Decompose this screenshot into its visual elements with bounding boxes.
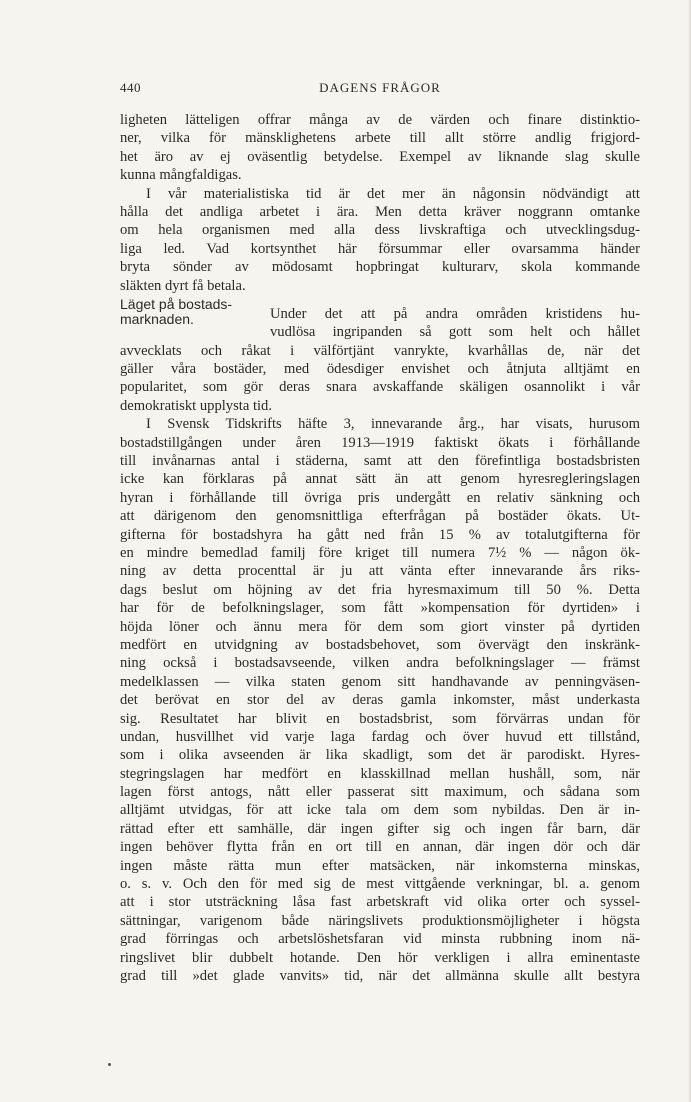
text-line: demokratiskt upplysta tid. — [120, 397, 273, 414]
side-heading-line: Läget på bostads- — [120, 295, 233, 312]
text-line: lagen först antogs, nått eller passerat sitt maximum, och sådana som — [120, 784, 640, 801]
text-line: sättningar, varigenom både näringslivets produktionsmöjligheter i högsta — [120, 912, 640, 929]
text-line: ning också i bostadsavseende, vilken andra befolkningslager — främst — [120, 655, 640, 672]
text-line: alltjämt utvidgas, för att icke tala om dem som nybildas. Den är in- — [120, 802, 640, 819]
text-line: att i stor utsträckning låsa fast arbetskraft vid olika orter och syssel- — [120, 894, 640, 911]
text-line: liga led. Vad kortsynthet här försummar eller ovarsamma händer — [120, 240, 640, 257]
printer-mark — [108, 1063, 111, 1066]
body-text — [120, 111, 640, 985]
text-line: o. s. v. Och den för med sig de mest vittgående verkningar, bl. a. genom — [120, 876, 640, 893]
text-line: höjda löner och ännu mera för dem som giort vinster på dyrtiden — [120, 618, 640, 635]
text-line: grad till »det glade vanvits» tid, när det allmänna skulle allt bestyra — [120, 967, 640, 984]
text-line: ingen behöver flytta från en ort till en annan, där ingen dör och där — [120, 839, 640, 856]
text-line: hålla det andliga arbetet i ära. Men detta kräver noggrann omtanke — [120, 203, 640, 220]
side-heading-line: marknaden. — [120, 310, 194, 327]
text-line: I vår materialistiska tid är det mer än någonsin nödvändigt att — [146, 185, 640, 202]
section-side-heading — [120, 297, 270, 327]
text-line: som i olika avseenden är lika skadligt, som det är parodiskt. Hyres- — [120, 747, 640, 764]
text-line: dags beslut om höjning av det fria hyresmaximum till 50 %. Detta — [120, 581, 640, 598]
text-line: het äro av ej oväsentlig betydelse. Exempel av liknande slag skulle — [120, 148, 640, 165]
text-line: avvecklats och råkat i välförtjänt vanrykte, kvarhållas de, när det — [120, 342, 640, 359]
text-line: gifterna för bostadshyra ha gått ned från 15 % av totalutgifterna för — [120, 526, 640, 543]
text-line: Under det att på andra områden kristidens hu- — [270, 305, 640, 322]
running-head: DAGENS FRÅGOR — [319, 80, 441, 95]
text-line: bostadstillgången under åren 1913—1919 faktiskt ökats i förhållande — [120, 434, 640, 451]
text-line: kunna mångfaldigas. — [120, 167, 242, 184]
text-line: bryta sönder av mödosamt hopbringat kulturarv, skola kommande — [120, 259, 640, 276]
section-first-row — [120, 295, 640, 327]
text-line: ner, vilka för mänsklighetens arbete till allt större andlig frigjord- — [120, 130, 640, 147]
text-line: har för de befolkningslager, som fått »kompensation för dyrtiden» i — [120, 600, 640, 617]
text-line: till invånarnas antal i städerna, samt att den förefintliga bostadsbristen — [120, 453, 640, 470]
text-line: vudlösa ingripanden så gott som helt och hållet — [270, 324, 640, 341]
text-line: gäller våra bostäder, med ödesdiger envishet och åtnjuta alltjämt en — [120, 361, 640, 378]
text-line: ingen måste rätta mun efter matsäcken, när inkomsterna minskas, — [120, 857, 640, 874]
text-line: grad förringas och arbetslöshetsfaran vid minsta rubbning inom nä- — [120, 931, 640, 948]
text-line: icke kan förklaras på annat sätt än att genom hyresregleringslagen — [120, 471, 640, 488]
text-line: att därigenom den genomsnittliga efterfrågan på bostäder ökats. Ut- — [120, 508, 640, 525]
text-line: medelklassen — vilka staten genom sitt handhavande av penningväsen- — [120, 673, 640, 690]
text-line: ringslivet blir dubbelt hotande. Den hör verkligen i allra eminentaste — [120, 949, 640, 966]
text-line: släkten dyrt få betala. — [120, 277, 246, 294]
text-line: ligheten lätteligen offrar många av de värden och finare distinktio- — [120, 112, 640, 128]
text-line: popularitet, som gör deras snara avskaffande skäligen osannolikt i vår — [120, 379, 640, 396]
text-line: undan, husvillhet vid varje laga fardag och över huvud ett tillstånd, — [120, 728, 640, 745]
text-line: I Svensk Tidskrifts häfte 3, innevarande årg., har visats, hurusom — [146, 416, 640, 433]
page-header — [120, 80, 640, 100]
text-line: det berövat en stor del av deras gamla inkomster, måst underkasta — [120, 692, 640, 709]
text-line: medfört en utvidgning av bostadsbehovet, som övervägt den inskränk- — [120, 636, 640, 653]
text-line: en mindre bemedlad familj före kriget till numera 7½ % — någon ök- — [120, 544, 640, 561]
page-number: 440 — [120, 80, 141, 95]
text-line: hyran i förhållande till övriga pris undergått en relativ sänkning och — [120, 489, 640, 506]
text-line: ning av detta procenttal är ju att vänta efter innevarande års riks- — [120, 563, 640, 580]
text-line: rättad efter ett samhälle, där ingen gifter sig och ingen får barn, där — [120, 820, 640, 837]
text-line: sig. Resultatet har blivit en bostadsbrist, som förvärras undan för — [120, 710, 640, 727]
text-line: stegringslagen har medfört en klasskillnad mellan hushåll, som, när — [120, 765, 640, 782]
text-line: om hela organismen med alla dess livskraftiga och utvecklingsdug- — [120, 222, 640, 239]
